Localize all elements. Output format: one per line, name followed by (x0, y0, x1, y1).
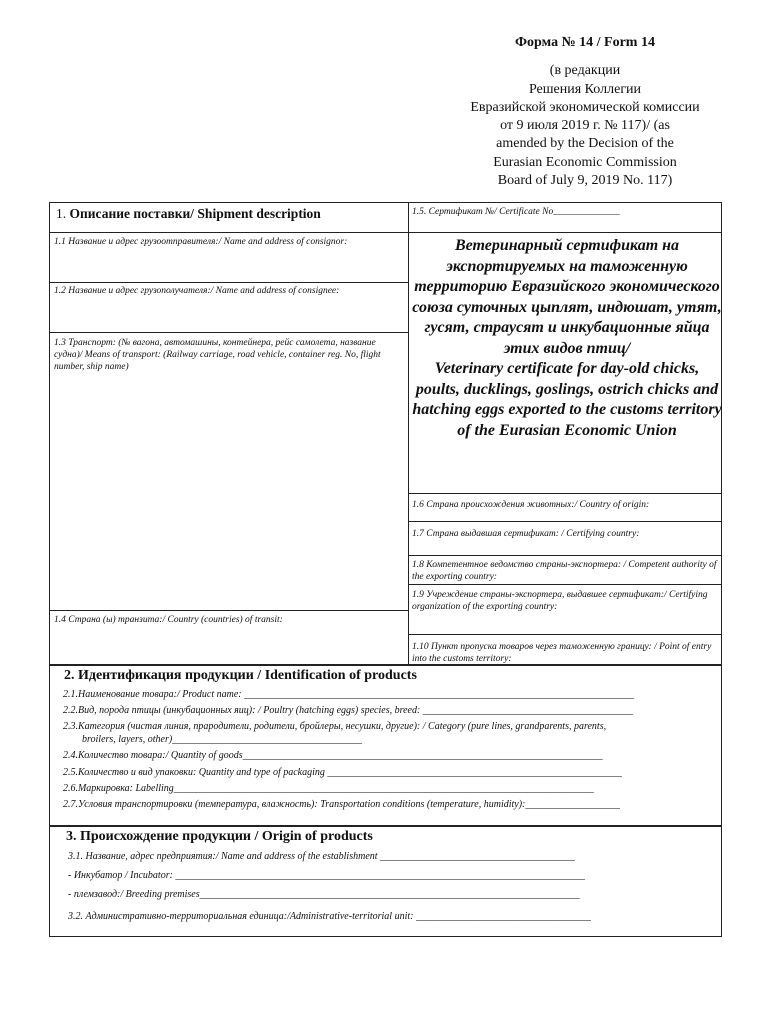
title-ru: Ветеринарный сертификат на экспортируемых на таможенную территорию Евразийского экономического союза суточных цыплят, индюшат, утят, гусят, страусят и инкубационные яйца этих видов птиц/ (412, 237, 722, 357)
transit-field[interactable]: 1.4 Страна (ы) транзита:/ Country (countries) of transit: (54, 615, 283, 625)
divider (49, 332, 408, 333)
header-line: Eurasian Economic Commission (493, 154, 677, 170)
section1-heading: 1. Описание поставки/ Shipment description (56, 206, 321, 221)
certificate-number-field[interactable]: 1.5. Сертификат №/ Certificate No______________ (412, 207, 620, 217)
certifying-country-field[interactable]: 1.7 Страна выдавшая сертификат: / Certifying country: (412, 529, 640, 539)
competent-authority-field[interactable]: 1.8 Компетентное ведомство страны-экспортера: / Competent authority of the exporting country: (412, 560, 717, 582)
divider (49, 282, 408, 283)
certificate-title (412, 236, 722, 441)
column-divider (408, 202, 409, 665)
divider (408, 521, 722, 522)
divider (49, 610, 408, 611)
divider (408, 493, 722, 494)
category-row[interactable]: 2.3.Категория (чистая линия, прародители, родители, бройлеры, несушки, другие): / Category (pure lines, grandparents, parents, (63, 721, 607, 732)
quantity-row[interactable]: 2.4.Количество товара:/ Quantity of goods________________________________________________________________________ (63, 750, 603, 761)
header-line: Board of July 9, 2019 No. 117) (497, 173, 673, 189)
divider (408, 584, 722, 585)
header-line: от 9 июля 2019 г. № 117)/ (as (500, 118, 670, 134)
incubator-row[interactable]: - Инкубатор / Incubator: __________________________________________________________________________________ (68, 870, 586, 881)
labelling-row[interactable]: 2.6.Маркировка: Labelling____________________________________________________________________________________ (63, 783, 594, 794)
divider (49, 232, 722, 233)
header-line: Евразийской экономической комиссии (470, 99, 700, 115)
transport-field[interactable]: 1.3 Транспорт: (№ вагона, автомашины, контейнера, рейс самолета, название судна)/ Means of transport: (Railway carriage, road vehicle, container reg. No, flight number, ship name) (54, 338, 381, 372)
packaging-row[interactable]: 2.5.Количество и вид упаковки: Quantity and type of packaging ___________________________________________________________ (63, 767, 623, 778)
category-row-cont[interactable]: broilers, layers, other)______________________________________ (82, 734, 363, 745)
divider (408, 634, 722, 635)
title-en: Veterinary certificate for day-old chicks, poults, ducklings, goslings, ostrich chicks and hatching eggs exported to the customs territory of the Eurasian Economic Union (412, 360, 722, 439)
divider (408, 555, 722, 556)
section3-heading: 3. Происхождение продукции / Origin of products (66, 829, 373, 844)
product-name-row[interactable]: 2.1.Наименование товара:/ Product name: ______________________________________________________________________________ (63, 689, 635, 700)
entry-point-field[interactable]: 1.10 Пункт пропуска товаров через таможенную границу: / Point of entry into the customs territory: (412, 642, 712, 664)
transport-conditions-row[interactable]: 2.7.Условия транспортировки (температура, влажность): Transportation conditions (temperature, humidity):___________________ (63, 799, 621, 810)
breeding-premises-row[interactable]: - племзавод:/ Breeding premises____________________________________________________________________________ (68, 889, 580, 900)
header-line: amended by the Decision of the (496, 136, 674, 152)
species-breed-row[interactable]: 2.2.Вид, порода птицы (инкубационных яиц): / Poultry (hatching eggs) species, breed: __________________________________________ (63, 705, 633, 716)
form-header (440, 34, 730, 190)
form-number: Форма № 14 / Form 14 (515, 35, 655, 50)
header-line: Решения Коллегии (528, 81, 642, 97)
certifying-organization-field[interactable]: 1.9 Учреждение страны-экспортера, выдавшее сертификат:/ Certifying organization of the exporting country: (412, 590, 708, 612)
header-line: (в редакции (549, 63, 621, 79)
section2-heading: 2. Идентификация продукции / Identification of products (64, 668, 417, 683)
admin-unit-row[interactable]: 3.2. Административно-территориальная единица:/Administrative-territorial unit: ___________________________________ (68, 911, 591, 922)
country-of-origin-field[interactable]: 1.6 Страна происхождения животных:/ Country of origin: (412, 500, 650, 510)
consignor-field[interactable]: 1.1 Название и адрес грузоотправителя:/ Name and address of consignor: (54, 237, 348, 247)
consignee-field[interactable]: 1.2 Название и адрес грузополучателя:/ Name and address of consignee: (54, 286, 340, 296)
establishment-row[interactable]: 3.1. Название, адрес предприятия:/ Name and address of the establishment _______________________________________ (68, 851, 576, 862)
